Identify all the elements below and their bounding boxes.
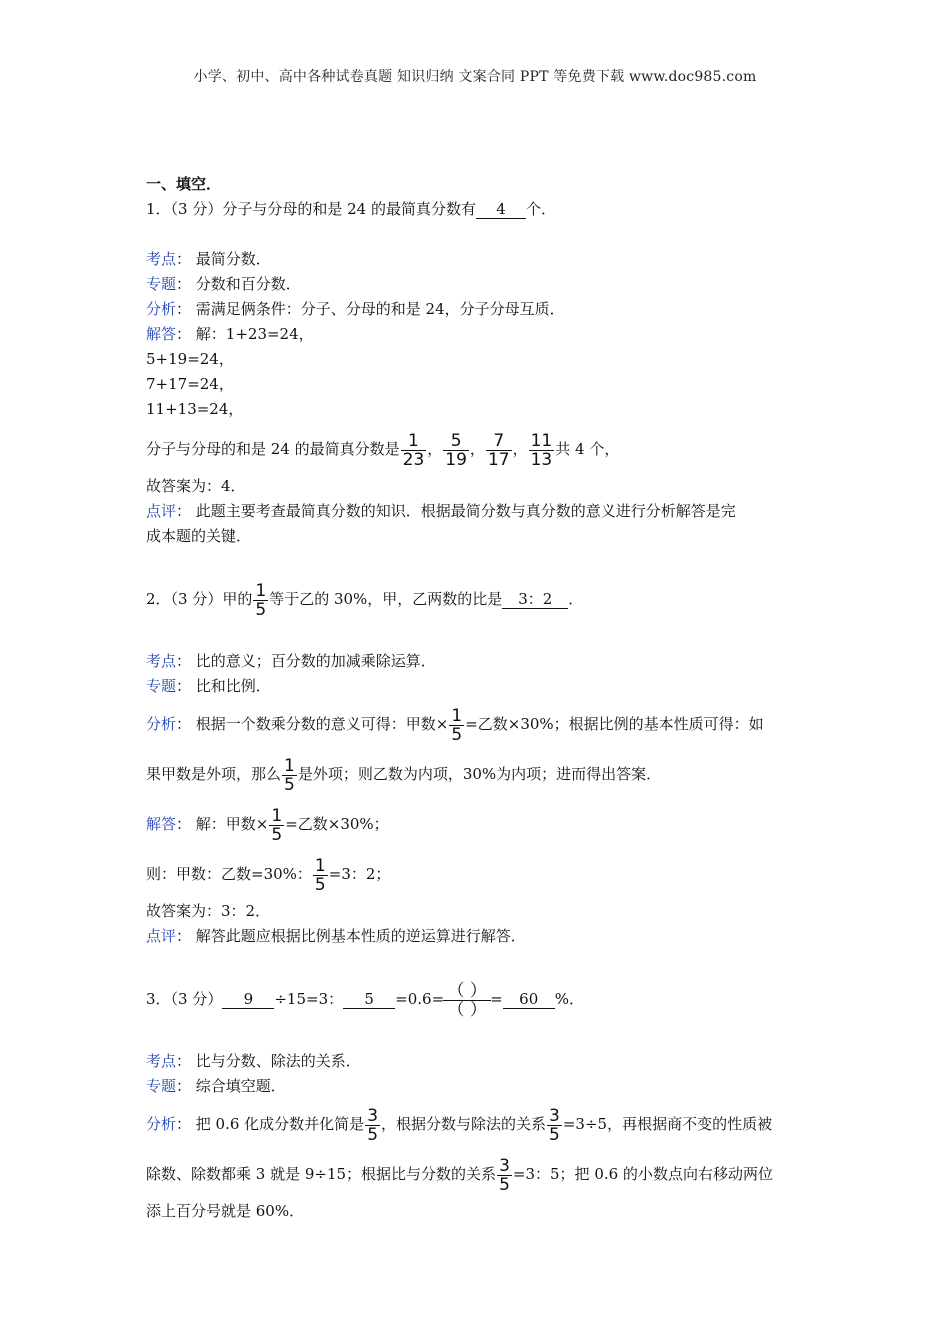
fraction: $\frac{11}{13}$ <box>530 430 553 470</box>
q1-fenxi: 分析： 需满足俩条件：分子、分母的和是 24，分子分母互质． <box>146 300 565 318</box>
fraction: $\frac{1}{23}$ <box>402 430 425 470</box>
q3-zhuanti: 专题： 综合填空题． <box>146 1077 286 1095</box>
q1-step: 7+17=24， <box>146 375 234 393</box>
q3-kaodian: 考点： 比与分数、除法的关系． <box>146 1052 361 1070</box>
q1-step: 11+13=24， <box>146 400 244 418</box>
q1-question: 1．（3 分）分子与分母的和是 24 的最简真分数有 4 个． <box>146 200 556 218</box>
q2-conclusion: 故答案为：3：2． <box>146 902 271 920</box>
q2-zhuanti: 专题： 比和比例． <box>146 677 271 695</box>
label-dianping: 点评 <box>146 502 177 520</box>
label-zhuanti: 专题 <box>146 275 177 293</box>
fraction: $\frac{5}{19}$ <box>445 430 467 470</box>
q2-fenxi-cont: 果甲数是外项，那么 $\frac{1}{5}$ 是外项；则乙数为内项，30%为内项；进而得出答案． <box>146 755 662 795</box>
q2-fenxi: 分析： 根据一个数乘分数的意义可得：甲数× $\frac{1}{5}$ =乙数×30%；根据比例的基本性质可得：如 <box>146 705 764 745</box>
q1-answer-blank: 4 <box>476 200 526 219</box>
q1-dianping: 点评： 此题主要考查最简真分数的知识．根据最简分数与真分数的意义进行分析解答是完 <box>146 502 736 520</box>
q2-question: 2．（3 分）甲的 $\frac{1}{5}$ 等于乙的 30%，甲，乙两数的比是 3：2 ． <box>146 580 584 620</box>
fraction: $\frac{3}{5}$ <box>499 1155 510 1195</box>
q1-zhuanti: 专题： 分数和百分数． <box>146 275 301 293</box>
q2-kaodian: 考点： 比的意义；百分数的加减乘除运算． <box>146 652 436 670</box>
q1-step: 5+19=24， <box>146 350 234 368</box>
q2-then: 则：甲数：乙数=30%： $\frac{1}{5}$ =3：2； <box>146 855 391 895</box>
q1-fraction-line: 分子与分母的和是 24 的最简真分数是 $\frac{1}{23}$ ， $\frac{5}{19}$ ， $\frac{7}{17}$ ， $\frac{11}{13}$ 共 4 个， <box>146 430 620 470</box>
q3-fenxi-end: 添上百分号就是 60%． <box>146 1202 305 1220</box>
q1-dianping-cont: 成本题的关键． <box>146 527 252 545</box>
fraction: $\frac{7}{17}$ <box>487 430 510 470</box>
label-kaodian: 考点 <box>146 250 177 268</box>
fraction: $\frac{3}{5}$ <box>367 1105 379 1145</box>
q1-conclusion: 故答案为：4． <box>146 477 246 495</box>
label-fenxi: 分析 <box>146 300 177 318</box>
document-body <box>146 172 811 1224</box>
fraction: $\frac{( )}{( )}$ <box>445 982 489 1019</box>
q3-fenxi: 分析： 把 0.6 化成分数并化简是 $\frac{3}{5}$ ，根据分数与除法的关系 $\frac{3}{5}$ =3÷5，再根据商不变的性质被 <box>146 1105 773 1145</box>
q2-jieda: 解答： 解：甲数× $\frac{1}{5}$ =乙数×30%； <box>146 805 389 845</box>
q2-answer-blank: 3：2 <box>502 590 568 609</box>
label-jieda: 解答 <box>146 325 177 343</box>
q3-blank-1: 9 <box>222 990 274 1009</box>
page-header: 小学、初中、高中各种试卷真题 知识归纳 文案合同 PPT 等免费下载 www.doc985.com <box>193 69 757 85</box>
fraction: $\frac{1}{5}$ <box>271 805 283 845</box>
fraction: $\frac{3}{5}$ <box>549 1105 560 1145</box>
fraction: $\frac{1}{5}$ <box>451 705 463 745</box>
section-title: 一、填空． <box>146 175 222 193</box>
fraction: $\frac{1}{5}$ <box>314 855 326 895</box>
q3-blank-3: 60 <box>503 990 555 1009</box>
q2-dianping: 点评： 解答此题应根据比例基本性质的逆运算进行解答． <box>146 927 526 945</box>
q3-fenxi-cont: 除数、除数都乘 3 就是 9÷15；根据比与分数的关系 $\frac{3}{5}$ =3：5；把 0.6 的小数点向右移动两位 <box>146 1155 773 1195</box>
q3-blank-2: 5 <box>343 990 395 1009</box>
fraction: $\frac{1}{5}$ <box>284 755 295 795</box>
q3-question: 3．（3 分） 9 ÷15=3： 5 =0.6= $\frac{( )}{( )}$ = 60 %． <box>146 980 584 1020</box>
fraction: $\frac{1}{5}$ <box>255 580 267 620</box>
q1-jieda: 解答： 解：1+23=24， <box>146 325 314 343</box>
q1-kaodian: 考点： 最简分数． <box>146 250 271 268</box>
